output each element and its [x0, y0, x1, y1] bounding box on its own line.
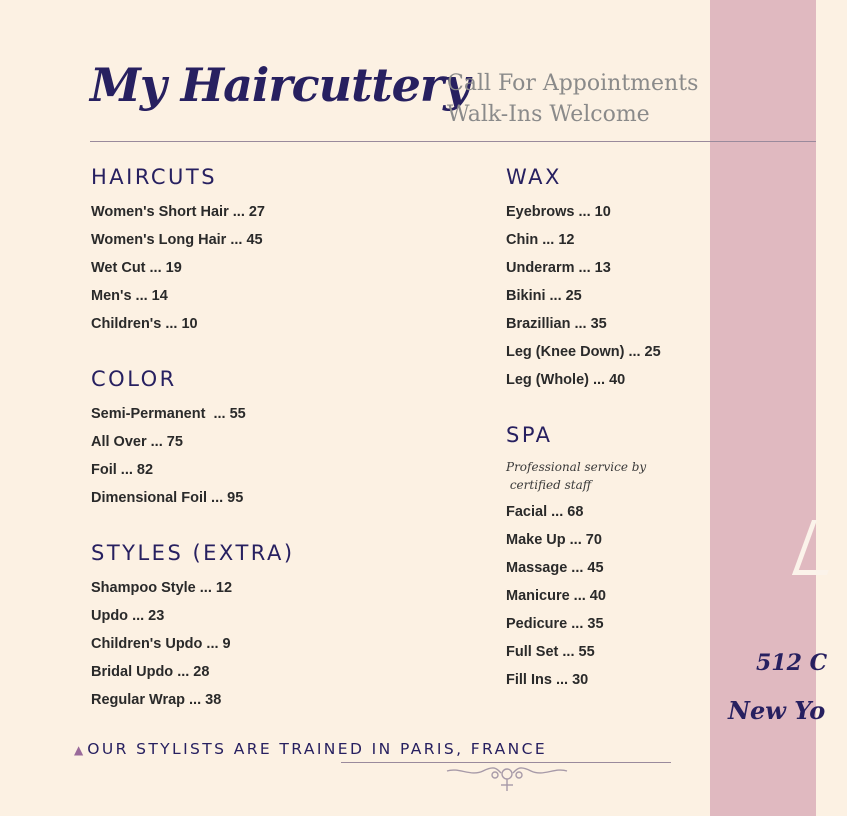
menu-item: Facial ... 68 [506, 504, 584, 520]
section-color [91, 366, 471, 518]
side-panel [710, 0, 828, 816]
section-heading: HAIRCUTS [91, 165, 218, 189]
section-heading: STYLES (EXTRA) [91, 541, 295, 565]
triangle-icon: ▲ [74, 743, 84, 757]
menu-item: Pedicure ... 35 [506, 616, 604, 632]
menu-item: Men's ... 14 [91, 288, 168, 304]
menu-item: Underarm ... 13 [506, 260, 611, 276]
salon-title: My Haircuttery [90, 58, 469, 112]
left-menu-column [91, 164, 471, 742]
decorative-letter-fragment [792, 520, 847, 575]
menu-item: Foil ... 82 [91, 462, 154, 478]
menu-item: Wet Cut ... 19 [91, 260, 182, 276]
section-heading: COLOR [91, 367, 177, 391]
section-spa [506, 422, 706, 700]
right-menu-column [506, 164, 706, 722]
section-styles [91, 540, 471, 720]
menu-item: Children's ... 10 [91, 316, 198, 332]
menu-item: Brazillian ... 35 [506, 316, 607, 332]
flourish-icon [445, 765, 569, 793]
footer-tagline [74, 740, 547, 758]
menu-item: Manicure ... 40 [506, 588, 606, 604]
menu-item: Bridal Updo ... 28 [91, 664, 210, 680]
tagline [447, 68, 698, 130]
footer-text: OUR STYLISTS ARE TRAINED IN PARIS, FRANCE [87, 740, 548, 758]
menu-item: Dimensional Foil ... 95 [91, 490, 244, 506]
menu-item: Make Up ... 70 [506, 532, 602, 548]
address-line-2: New Yo [728, 696, 826, 725]
tagline-walkins: Walk-Ins Welcome [447, 102, 650, 127]
menu-item: Women's Short Hair ... 27 [91, 204, 265, 220]
menu-item: Semi-Permanent ... 55 [91, 406, 246, 422]
section-heading: SPA [506, 423, 553, 447]
menu-item: Regular Wrap ... 38 [91, 692, 222, 708]
tagline-appointments: Call For Appointments [447, 71, 699, 96]
menu-item: Massage ... 45 [506, 560, 604, 576]
spa-note: Professional service by certified staff [506, 460, 647, 492]
menu-item: Chin ... 12 [506, 232, 575, 248]
menu-item: Bikini ... 25 [506, 288, 582, 304]
menu-item: Eyebrows ... 10 [506, 204, 611, 220]
menu-item: Children's Updo ... 9 [91, 636, 231, 652]
menu-item: Fill Ins ... 30 [506, 672, 589, 688]
menu-item: Leg (Whole) ... 40 [506, 372, 626, 388]
section-heading: WAX [506, 165, 562, 189]
header-divider [90, 141, 816, 142]
menu-item: Shampoo Style ... 12 [91, 580, 233, 596]
menu-item: All Over ... 75 [91, 434, 183, 450]
menu-item: Full Set ... 55 [506, 644, 595, 660]
address-line-1: 512 C [756, 650, 828, 676]
section-wax [506, 164, 706, 400]
menu-item: Women's Long Hair ... 45 [91, 232, 263, 248]
menu-item: Updo ... 23 [91, 608, 165, 624]
menu-item: Leg (Knee Down) ... 25 [506, 344, 661, 360]
section-haircuts [91, 164, 471, 344]
footer-divider [341, 762, 671, 763]
